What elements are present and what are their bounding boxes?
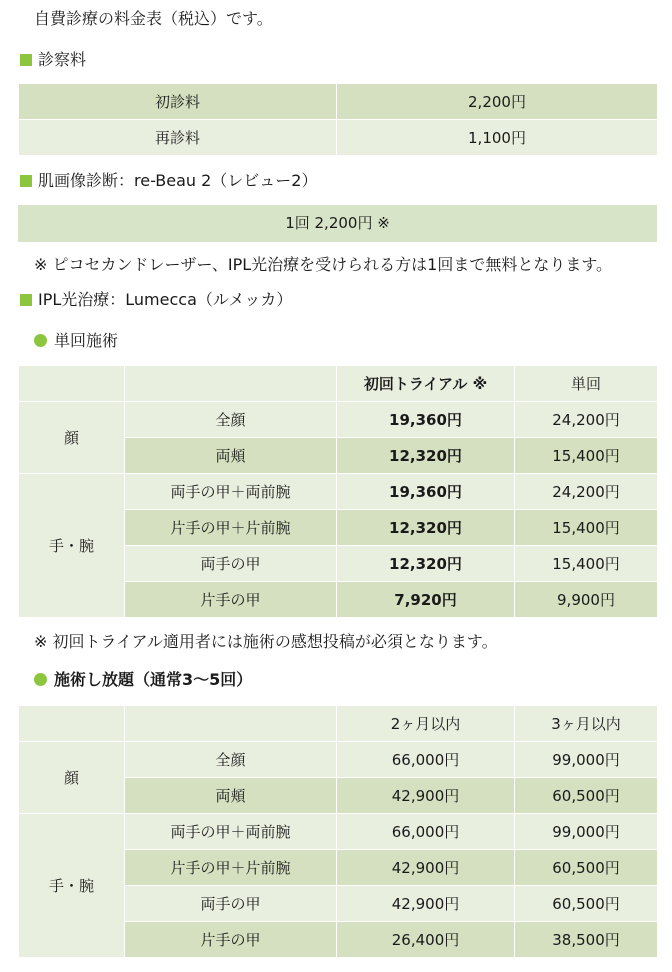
square-bullet-icon <box>20 294 32 306</box>
single-table <box>18 365 658 618</box>
single-heading <box>34 330 118 352</box>
trial-price: 12,320円 <box>337 510 515 546</box>
area-cell: 片手の甲 <box>125 922 337 958</box>
two-month-price: 26,400円 <box>337 922 515 958</box>
group-label: 手・腕 <box>19 474 125 618</box>
two-month-price: 42,900円 <box>337 850 515 886</box>
skin-diagnosis-price: 1回 2,200円 ※ <box>18 205 657 242</box>
area-cell: 両手の甲＋両前腕 <box>125 474 337 510</box>
area-cell: 全顔 <box>125 742 337 778</box>
square-bullet-icon <box>20 54 32 66</box>
table-row <box>19 742 658 778</box>
area-cell: 両手の甲＋両前腕 <box>125 814 337 850</box>
circle-bullet-icon <box>34 334 47 347</box>
row-price: 1,100円 <box>337 120 658 156</box>
area-cell: 片手の甲＋片前腕 <box>125 510 337 546</box>
table-row <box>19 814 658 850</box>
table-row <box>19 84 658 120</box>
single-price: 15,400円 <box>515 546 658 582</box>
single-price: 24,200円 <box>515 474 658 510</box>
trial-price: 19,360円 <box>337 474 515 510</box>
header-cell <box>19 366 125 402</box>
row-label: 再診料 <box>19 120 337 156</box>
area-cell: 両手の甲 <box>125 886 337 922</box>
consultation-heading-label: 診察料 <box>38 50 87 69</box>
ipl-heading-label: IPL光治療：Lumecca（ルメッカ） <box>38 290 293 309</box>
table-row <box>19 120 658 156</box>
trial-price: 7,920円 <box>337 582 515 618</box>
single-price: 9,900円 <box>515 582 658 618</box>
skin-diagnosis-heading-label: 肌画像診断：re-Beau 2（レビュー2） <box>38 171 318 190</box>
table-row <box>19 474 658 510</box>
single-price: 24,200円 <box>515 402 658 438</box>
area-cell: 全顔 <box>125 402 337 438</box>
area-cell: 両手の甲 <box>125 546 337 582</box>
header-cell: 単回 <box>515 366 658 402</box>
unlimited-heading-label: 施術し放題（通常3～5回） <box>54 670 253 689</box>
group-label: 顔 <box>19 742 125 814</box>
three-month-price: 60,500円 <box>515 886 658 922</box>
two-month-price: 42,900円 <box>337 886 515 922</box>
trial-price: 12,320円 <box>337 546 515 582</box>
table-header-row <box>19 706 658 742</box>
square-bullet-icon <box>20 175 32 187</box>
area-cell: 片手の甲 <box>125 582 337 618</box>
table-row <box>19 402 658 438</box>
circle-bullet-icon <box>34 673 47 686</box>
three-month-price: 38,500円 <box>515 922 658 958</box>
header-cell <box>125 706 337 742</box>
unlimited-table <box>18 705 658 958</box>
header-cell <box>125 366 337 402</box>
intro-text: 自費診療の料金表（税込）です。 <box>34 9 273 28</box>
header-cell: 3ヶ月以内 <box>515 706 658 742</box>
row-label: 初診料 <box>19 84 337 120</box>
skin-diagnosis-heading <box>20 170 318 192</box>
three-month-price: 99,000円 <box>515 742 658 778</box>
header-cell: 初回トライアル ※ <box>337 366 515 402</box>
row-price: 2,200円 <box>337 84 658 120</box>
area-cell: 両頬 <box>125 438 337 474</box>
group-label: 手・腕 <box>19 814 125 958</box>
header-cell: 2ヶ月以内 <box>337 706 515 742</box>
consultation-table <box>18 83 658 156</box>
ipl-heading <box>20 289 292 311</box>
single-heading-label: 単回施術 <box>54 331 119 350</box>
two-month-price: 66,000円 <box>337 814 515 850</box>
three-month-price: 60,500円 <box>515 778 658 814</box>
two-month-price: 42,900円 <box>337 778 515 814</box>
area-cell: 片手の甲＋片前腕 <box>125 850 337 886</box>
group-label: 顔 <box>19 402 125 474</box>
table-header-row <box>19 366 658 402</box>
area-cell: 両頬 <box>125 778 337 814</box>
two-month-price: 66,000円 <box>337 742 515 778</box>
trial-price: 12,320円 <box>337 438 515 474</box>
header-cell <box>19 706 125 742</box>
single-price: 15,400円 <box>515 510 658 546</box>
three-month-price: 60,500円 <box>515 850 658 886</box>
unlimited-heading <box>34 669 252 691</box>
trial-price: 19,360円 <box>337 402 515 438</box>
consultation-heading <box>20 49 86 71</box>
single-note: ※ 初回トライアル適用者には施術の感想投稿が必須となります。 <box>34 632 498 651</box>
single-price: 15,400円 <box>515 438 658 474</box>
three-month-price: 99,000円 <box>515 814 658 850</box>
skin-diagnosis-note: ※ ピコセカンドレーザー、IPL光治療を受けられる方は1回まで無料となります。 <box>34 255 613 274</box>
